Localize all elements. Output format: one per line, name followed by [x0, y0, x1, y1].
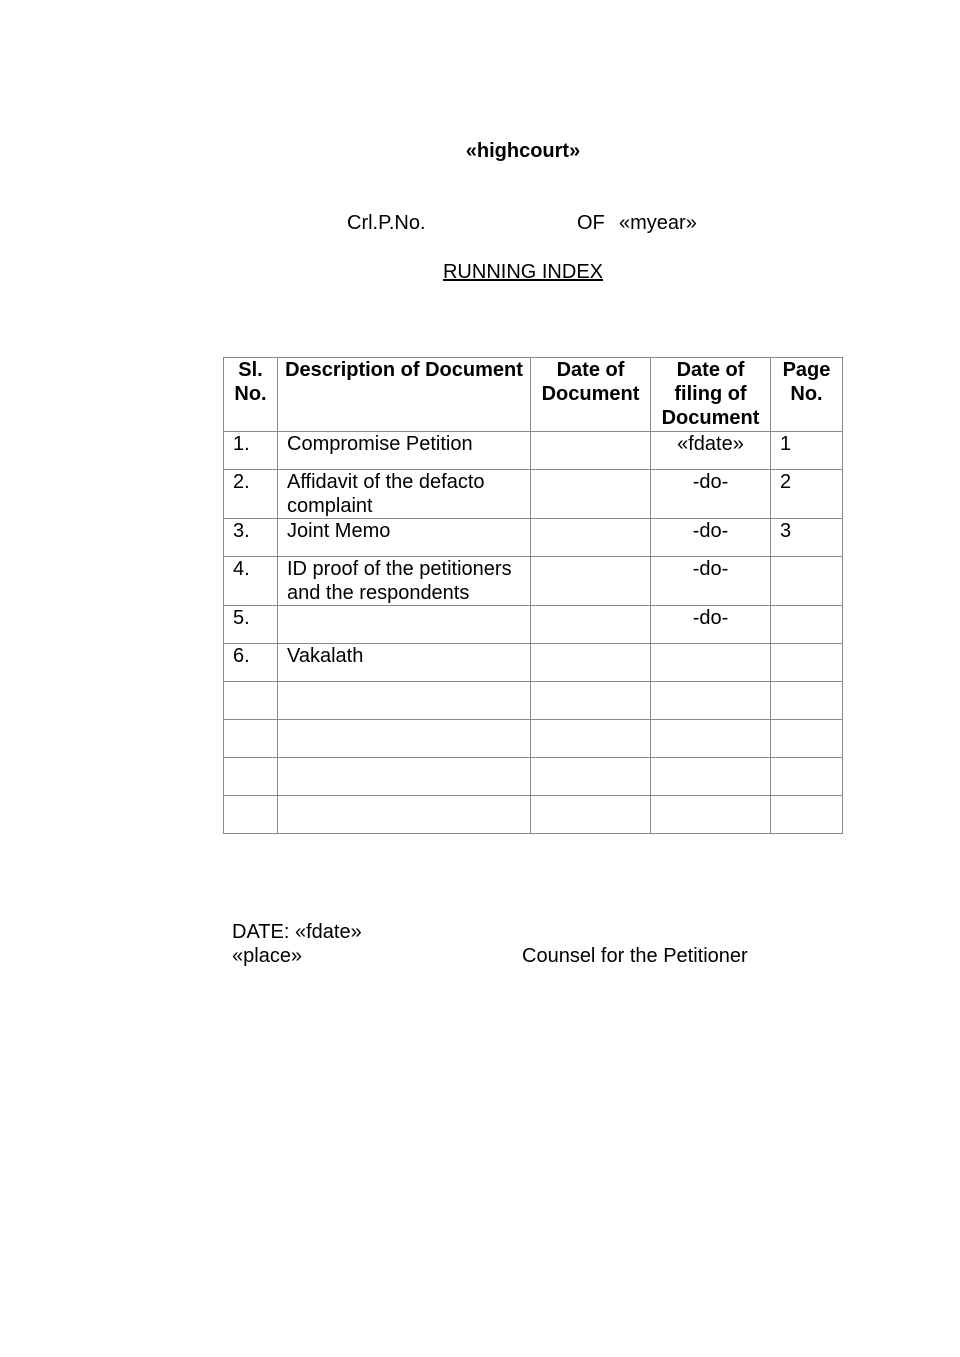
cell-doc-date [531, 720, 651, 758]
table-row [224, 682, 843, 720]
cell-doc-date [531, 557, 651, 606]
table-row [224, 644, 843, 682]
cell-filing-date [651, 682, 771, 720]
cell-description [278, 796, 531, 834]
cell-sl [224, 796, 278, 834]
cell-description: ID proof of the petitioners and the respondents [278, 557, 531, 606]
cell-description: Compromise Petition [278, 432, 531, 470]
cell-sl [224, 682, 278, 720]
running-index-table [223, 357, 843, 834]
of-label: OF [577, 212, 605, 234]
cell-doc-date [531, 644, 651, 682]
court-name: «highcourt» [465, 140, 581, 162]
cell-doc-date [531, 519, 651, 557]
index-title: RUNNING INDEX [442, 261, 603, 283]
table-row [224, 720, 843, 758]
cell-page [771, 606, 843, 644]
cell-description [278, 606, 531, 644]
cell-doc-date [531, 606, 651, 644]
cell-page: 1 [771, 432, 843, 470]
cell-description: Affidavit of the defacto complaint [278, 470, 531, 519]
footer-place: «place» [232, 945, 303, 967]
footer-date: DATE: «fdate» [232, 921, 362, 943]
cell-filing-date [651, 758, 771, 796]
table-row [224, 606, 843, 644]
cell-page [771, 557, 843, 606]
cell-page: 3 [771, 519, 843, 557]
cell-filing-date: -do- [651, 606, 771, 644]
table-row [224, 519, 843, 557]
cell-sl: 6. [224, 644, 278, 682]
cell-filing-date: -do- [651, 519, 771, 557]
cell-page [771, 644, 843, 682]
cell-filing-date [651, 644, 771, 682]
case-year: «myear» [619, 212, 697, 234]
table-row [224, 796, 843, 834]
cell-filing-date: -do- [651, 557, 771, 606]
cell-description [278, 720, 531, 758]
footer-counsel-signature: Counsel for the Petitioner [522, 945, 748, 967]
cell-filing-date: «fdate» [651, 432, 771, 470]
cell-sl: 2. [224, 470, 278, 519]
table-row [224, 557, 843, 606]
cell-filing-date [651, 720, 771, 758]
cell-description: Joint Memo [278, 519, 531, 557]
cell-sl: 3. [224, 519, 278, 557]
table-header-row [224, 358, 843, 432]
column-header-page-no: Page No. [771, 358, 843, 432]
cell-doc-date [531, 432, 651, 470]
cell-filing-date [651, 796, 771, 834]
cell-page [771, 758, 843, 796]
column-header-date-of-document: Date of Document [531, 358, 651, 432]
cell-description [278, 758, 531, 796]
cell-doc-date [531, 470, 651, 519]
column-header-date-of-filing: Date of filing of Document [651, 358, 771, 432]
cell-doc-date [531, 796, 651, 834]
cell-sl: 5. [224, 606, 278, 644]
table-row [224, 758, 843, 796]
column-header-sl-no: Sl. No. [224, 358, 278, 432]
cell-sl [224, 720, 278, 758]
cell-sl [224, 758, 278, 796]
cell-sl: 1. [224, 432, 278, 470]
cell-page: 2 [771, 470, 843, 519]
cell-page [771, 796, 843, 834]
cell-description: Vakalath [278, 644, 531, 682]
cell-doc-date [531, 682, 651, 720]
table-row [224, 470, 843, 519]
cell-doc-date [531, 758, 651, 796]
cell-page [771, 720, 843, 758]
case-number-label: Crl.P.No. [347, 212, 426, 234]
column-header-description: Description of Document [278, 358, 531, 432]
cell-description [278, 682, 531, 720]
cell-filing-date: -do- [651, 470, 771, 519]
table-row [224, 432, 843, 470]
cell-sl: 4. [224, 557, 278, 606]
cell-page [771, 682, 843, 720]
